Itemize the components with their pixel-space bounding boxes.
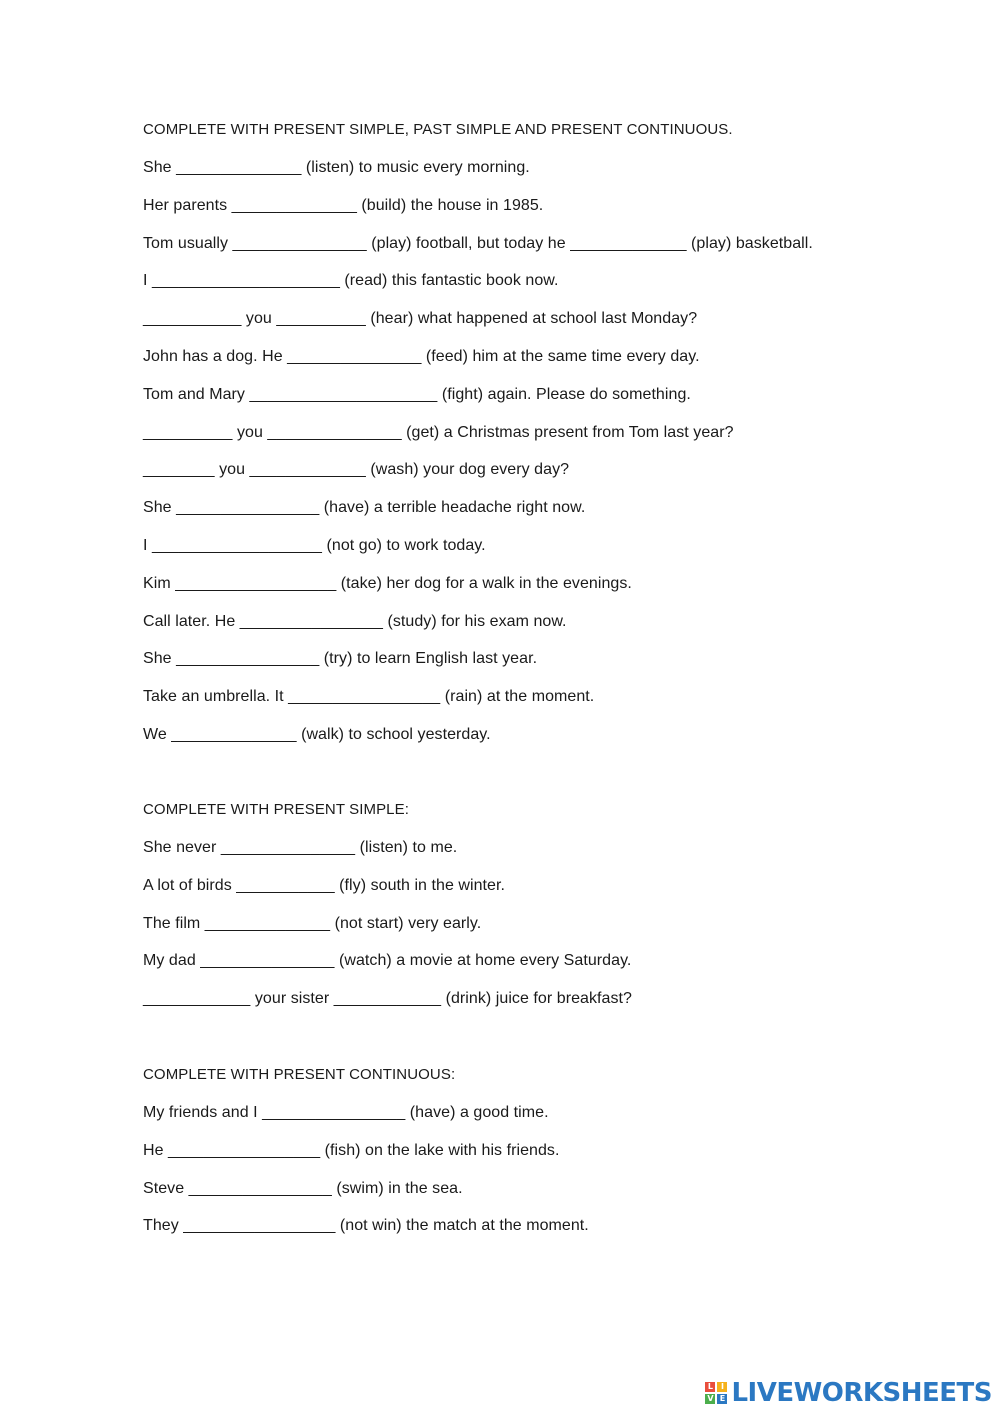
liveworksheets-logo	[705, 1377, 992, 1409]
exercise-line: Steve ________________ (swim) in the sea.	[143, 1179, 463, 1197]
exercise-section-present-simple	[143, 800, 963, 1027]
exercise-line: My friends and I ________________ (have) a good time.	[143, 1104, 549, 1121]
exercise-line: John has a dog. He _______________ (feed) him at the same time every day.	[143, 347, 700, 365]
exercise-line: Kim __________________ (take) her dog for a walk in the evenings.	[143, 574, 632, 592]
exercise-line: Call later. He ________________ (study) for his exam now.	[143, 612, 567, 630]
exercise-line: My dad _______________ (watch) a movie at home every Saturday.	[143, 952, 632, 970]
exercise-line: The film ______________ (not start) very early.	[143, 914, 482, 932]
logo-mark-letter: L	[705, 1382, 715, 1392]
exercise-section-present-continuous	[143, 1065, 963, 1254]
exercise-line: She ________________ (try) to learn English last year.	[143, 650, 538, 668]
exercise-line: ________ you _____________ (wash) your dog every day?	[143, 461, 570, 479]
exercise-line: They _________________ (not win) the match at the moment.	[143, 1217, 589, 1235]
exercise-section-mixed-tenses	[143, 120, 963, 763]
exercise-line: Take an umbrella. It _________________ (rain) at the moment.	[143, 688, 595, 706]
exercise-line: ____________ your sister ____________ (drink) juice for breakfast?	[143, 990, 632, 1008]
exercise-line: Tom and Mary _____________________ (fight) again. Please do something.	[143, 385, 691, 403]
logo-mark-letter: E	[717, 1394, 727, 1404]
exercise-line: I _____________________ (read) this fantastic book now.	[143, 272, 559, 290]
logo-mark-icon	[705, 1382, 727, 1404]
exercise-line: Tom usually _______________ (play) football, but today he _____________ (play) basketball.	[143, 234, 813, 252]
exercise-line: ___________ you __________ (hear) what happened at school last Monday?	[143, 310, 698, 328]
logo-mark-letter: I	[717, 1382, 727, 1392]
logo-text: LIVEWORKSHEETS	[731, 1378, 992, 1408]
logo-mark-letter: V	[707, 1394, 714, 1403]
section-heading: COMPLETE WITH PRESENT SIMPLE, PAST SIMPLE AND PRESENT CONTINUOUS.	[143, 121, 733, 138]
exercise-line: A lot of birds ___________ (fly) south in the winter.	[143, 876, 505, 894]
exercise-line: She ______________ (listen) to music every morning.	[143, 159, 530, 176]
exercise-line: She ________________ (have) a terrible headache right now.	[143, 499, 586, 517]
exercise-line: Her parents ______________ (build) the house in 1985.	[143, 196, 544, 214]
exercise-line: She never _______________ (listen) to me.	[143, 839, 458, 856]
exercise-line: __________ you _______________ (get) a Christmas present from Tom last year?	[143, 423, 734, 441]
section-heading: COMPLETE WITH PRESENT CONTINUOUS:	[143, 1066, 456, 1083]
exercise-line: He _________________ (fish) on the lake with his friends.	[143, 1141, 560, 1159]
section-heading: COMPLETE WITH PRESENT SIMPLE:	[143, 801, 410, 818]
exercise-line: I ___________________ (not go) to work today.	[143, 536, 486, 554]
exercise-line: We ______________ (walk) to school yesterday.	[143, 725, 491, 743]
